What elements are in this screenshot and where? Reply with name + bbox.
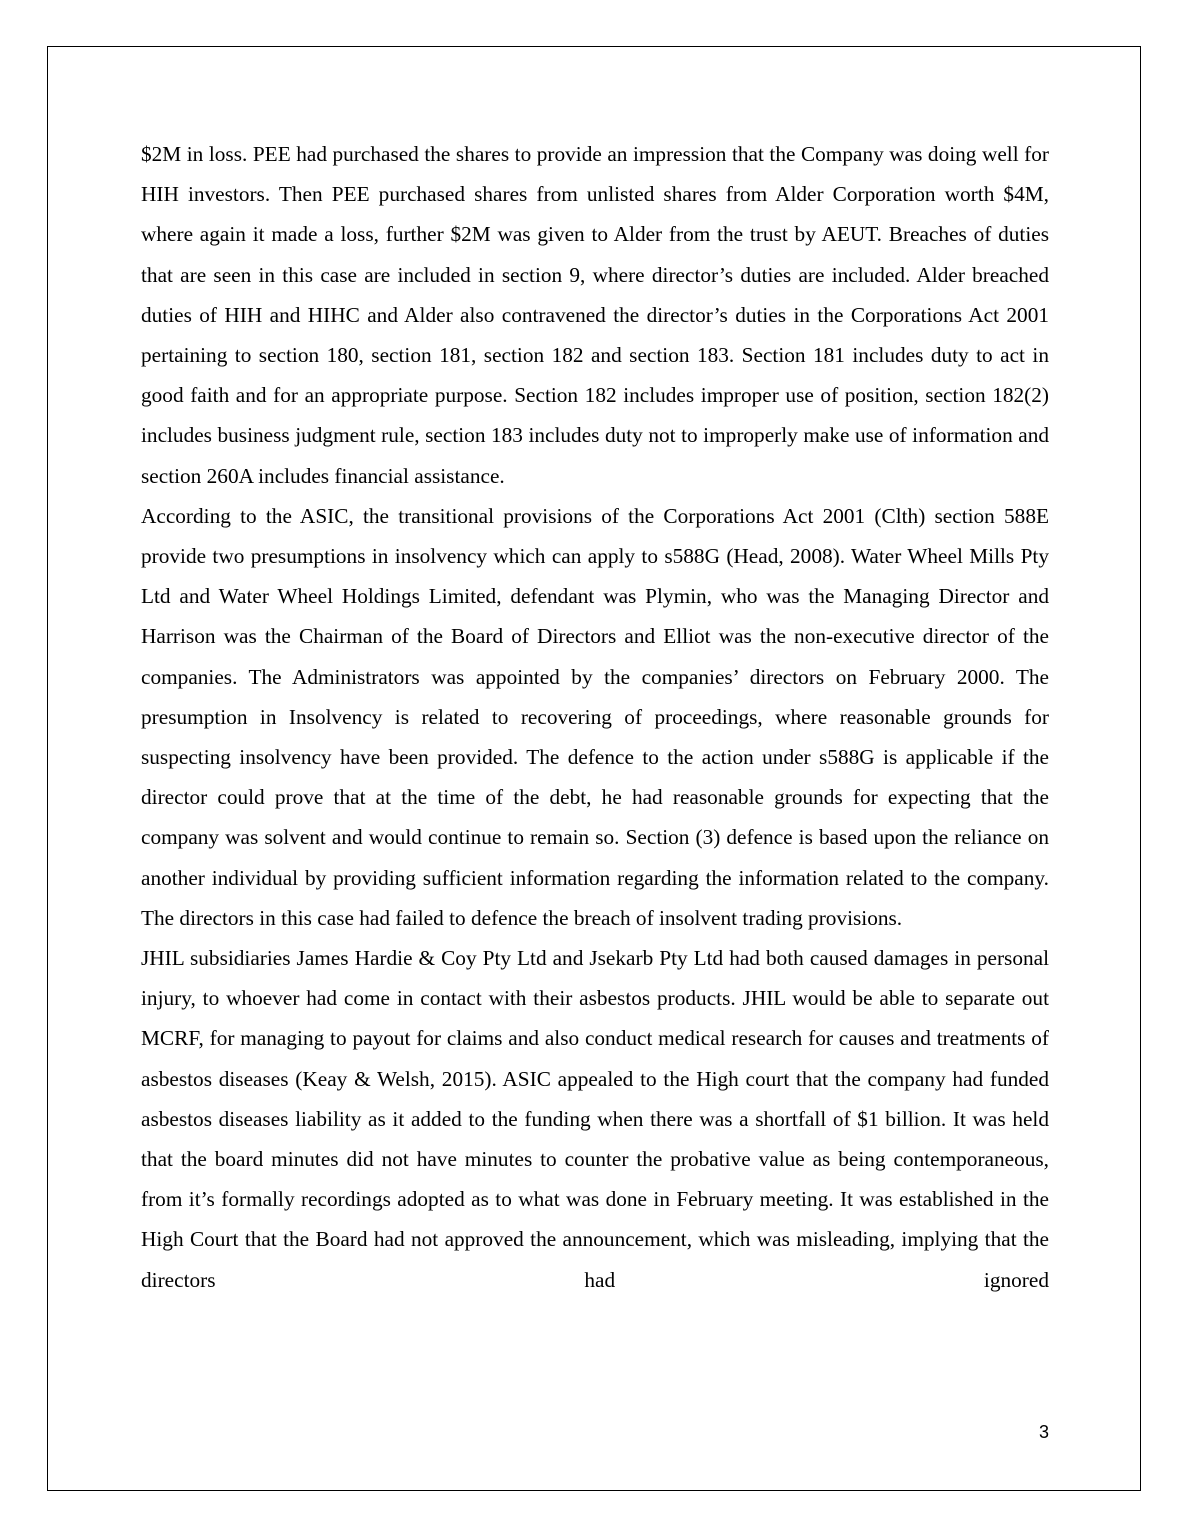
paragraph-2: According to the ASIC, the transitional provisions of the Corporations Act 2001 (Clth) section 588E provide two presumptions in insolvency which can apply to s588G (Head, 2008). Water Wheel Mills Pty Ltd and Water Wheel Holdings Limited, defendant was Plymin, who was the Managing Director and Harrison was the Chairman of the Board of Directors and Elliot was the non-executive director of the companies. The Administrators was appointed by the companies’ directors on February 2000. The presumption in Insolvency is related to recovering of proceedings, where reasonable grounds for suspecting insolvency have been provided. The defence to the action under s588G is applicable if the director could prove that at the time of the debt, he had reasonable grounds for expecting that the company was solvent and would continue to remain so. Section (3) defence is based upon the reliance on another individual by providing sufficient information regarding the information related to the company. The directors in this case had failed to defence the breach of insolvent trading provisions. <box>141 503 1049 930</box>
document-body <box>141 134 1049 1300</box>
paragraph-3: JHIL subsidiaries James Hardie & Coy Pty Ltd and Jsekarb Pty Ltd had both caused damages in personal injury, to whoever had come in contact with their asbestos products. JHIL would be able to separate out MCRF, for managing to payout for claims and also conduct medical research for causes and treatments of asbestos diseases (Keay & Welsh, 2015). ASIC appealed to the High court that the company had funded asbestos diseases liability as it added to the funding when there was a shortfall of $1 billion. It was held that the board minutes did not have minutes to counter the probative value as being contemporaneous, from it’s formally recordings adopted as to what was done in February meeting. It was established in the High Court that the Board had not approved the announcement, which was misleading, implying that the directors had ignored <box>141 946 1049 1292</box>
page-number: 3 <box>1038 1422 1049 1442</box>
paragraph-1: $2M in loss. PEE had purchased the shares to provide an impression that the Company was doing well for HIH investors. Then PEE purchased shares from unlisted shares from Alder Corporation worth $4M, where again it made a loss, further $2M was given to Alder from the trust by AEUT. Breaches of duties that are seen in this case are included in section 9, where director’s duties are included. Alder breached duties of HIH and HIHC and Alder also contravened the director’s duties in the Corporations Act 2001 pertaining to section 180, section 181, section 182 and section 183. Section 181 includes duty to act in good faith and for an appropriate purpose. Section 182 includes improper use of position, section 182(2) includes business judgment rule, section 183 includes duty not to improperly make use of information and section 260A includes financial assistance. <box>141 142 1049 488</box>
